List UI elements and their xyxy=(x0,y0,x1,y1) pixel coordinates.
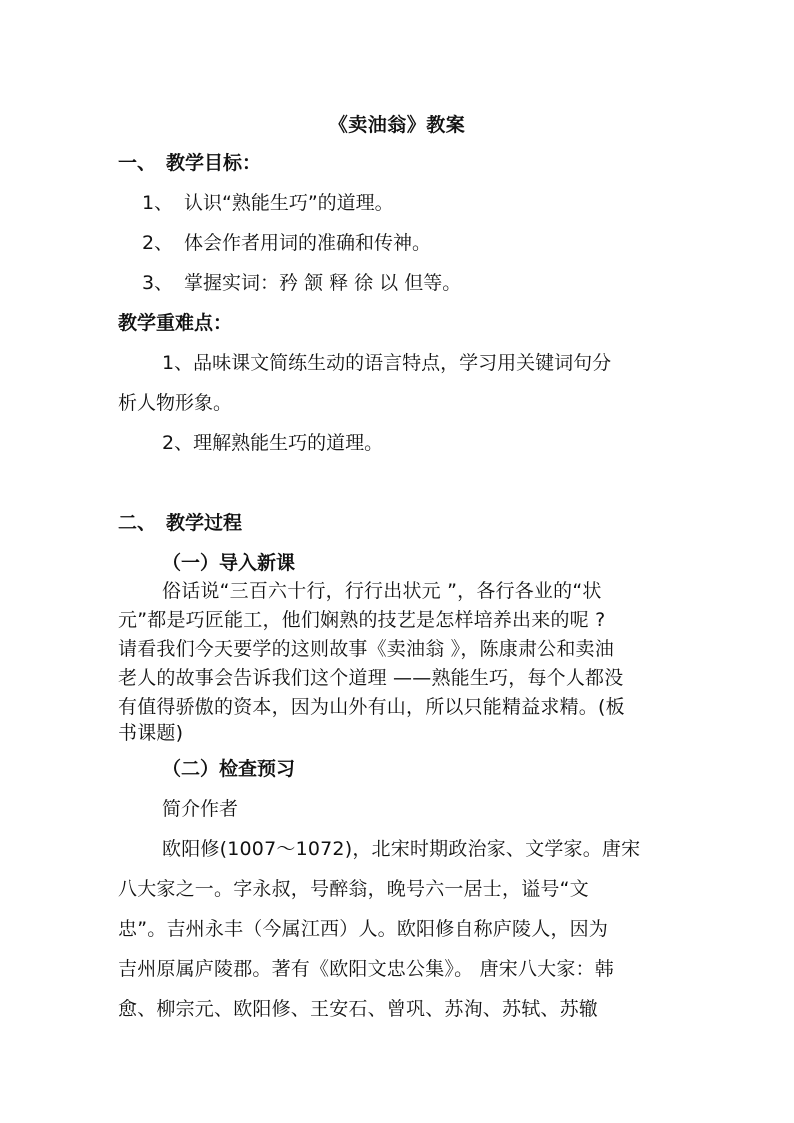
author-line-2: 八大家之一。字永叔，号醉翁，晚号六一居士，谥号“文 xyxy=(118,878,589,900)
goal-text: 掌握实词：矜 颔 释 徐 以 但等。 xyxy=(184,272,462,294)
section-heading-process xyxy=(118,508,242,538)
preview-heading: （二）检查预习 xyxy=(162,758,296,780)
author-line-1: 欧阳修(1007～1072)，北宋时期政治家、文学家。唐宋 xyxy=(162,838,641,860)
intro-line-2: 元”都是巧匠能工，他们娴熟的技艺是怎样培养出来的呢 ? xyxy=(118,609,606,631)
section-number: 一、 xyxy=(118,152,157,174)
goal-number: 3、 xyxy=(142,272,174,294)
author-line-3: 忠”。吉州永丰（今属江西）人。欧阳修自称庐陵人，因为 xyxy=(118,918,609,940)
key-point-1-line-1: 1、品味课文简练生动的语言特点，学习用关键词句分 xyxy=(162,352,612,374)
preview-subheading: 简介作者 xyxy=(162,798,239,820)
goal-item-1 xyxy=(142,188,394,218)
section-label: 教学过程 xyxy=(166,512,243,534)
key-points-heading: 教学重难点： xyxy=(118,312,233,334)
goal-number: 2、 xyxy=(142,232,174,254)
goal-item-3 xyxy=(142,268,461,298)
section-heading-goals xyxy=(118,148,261,178)
key-point-2: 2、理解熟能生巧的道理。 xyxy=(162,432,384,454)
intro-line-4: 老人的故事会告诉我们这个道理 ——熟能生巧，每个人都没 xyxy=(118,667,624,689)
intro-heading: （一）导入新课 xyxy=(162,552,296,574)
author-line-5: 愈、柳宗元、欧阳修、王安石、曾巩、苏洵、苏轼、苏辙 xyxy=(118,998,599,1020)
document-title: 《卖油翁》教案 xyxy=(328,114,466,136)
intro-line-5: 有值得骄傲的资本，因为山外有山，所以只能精益求精。(板 xyxy=(118,696,625,718)
intro-line-3: 请看我们今天要学的这则故事《卖油翁 》，陈康肃公和卖油 xyxy=(118,638,614,660)
intro-line-1: 俗话说“三百六十行，行行出状元 ”，各行各业的“状 xyxy=(162,580,602,602)
key-point-1-line-2: 析人物形象。 xyxy=(118,392,233,414)
goal-item-2 xyxy=(142,228,431,258)
goal-text: 体会作者用词的准确和传神。 xyxy=(184,232,432,254)
goal-number: 1、 xyxy=(142,192,174,214)
section-number: 二、 xyxy=(118,512,157,534)
intro-line-6: 书课题) xyxy=(118,722,184,744)
author-line-4: 吉州原属庐陵郡。著有《欧阳文忠公集》。 唐宋八大家：韩 xyxy=(118,958,614,980)
section-label: 教学目标： xyxy=(166,152,262,174)
goal-text: 认识“熟能生巧”的道理。 xyxy=(184,192,394,214)
